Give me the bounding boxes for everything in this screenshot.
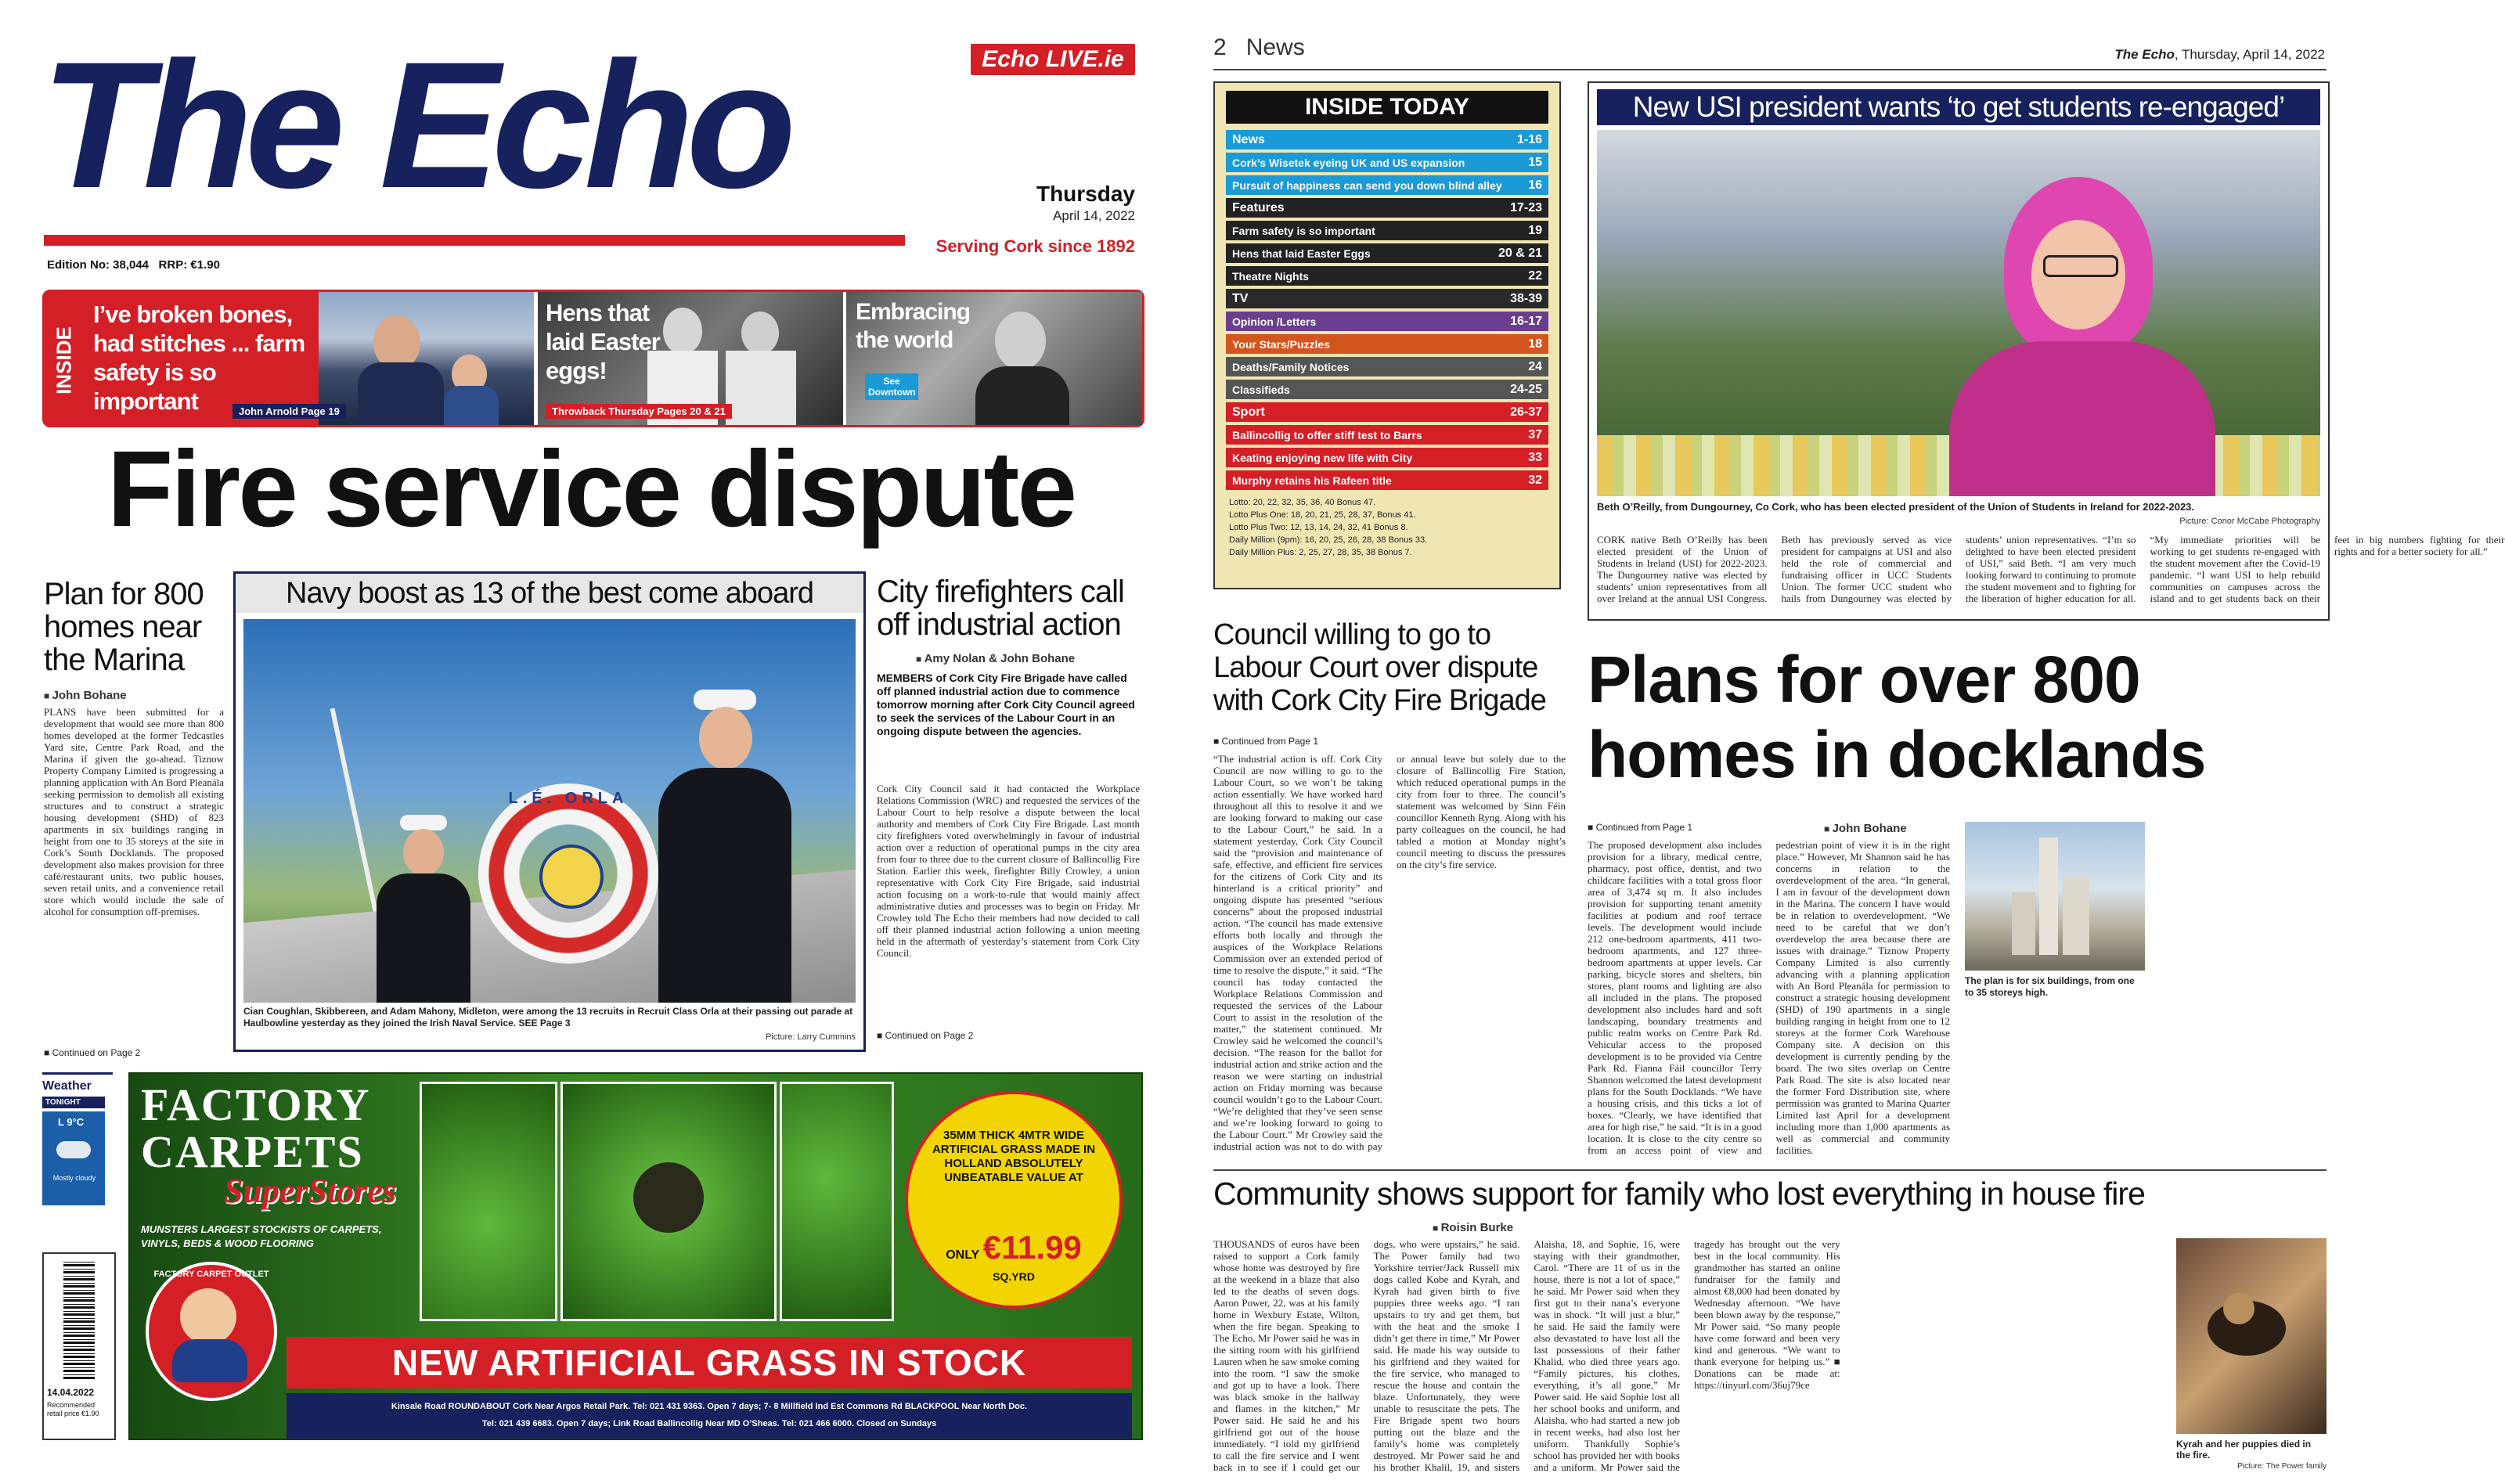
inside-today-item-page: 22	[1528, 268, 1542, 283]
inside-today-item[interactable]	[1226, 243, 1548, 265]
cloud-icon	[56, 1141, 91, 1158]
masthead-tagline: Serving Cork since 1892	[935, 236, 1135, 256]
inside-today-item-page: 17-23	[1510, 200, 1542, 214]
navy-caption: Cian Coughlan, Skibbereen, and Adam Mahony, Midleton, were among the 13 recruits in Recruit Class Orla at their passing out parade at Haulbowline yesterday as they joined the Irish Naval Service. SEE Page 3	[243, 1006, 853, 1028]
lotto-line: Daily Million Plus: 2, 25, 27, 28, 35, 38 Bonus 7.	[1229, 548, 1412, 557]
inside-today-item[interactable]	[1226, 425, 1548, 446]
docklands-byline: ■ John Bohane	[1824, 822, 1907, 835]
inside-today-item[interactable]	[1226, 380, 1548, 401]
lotto-line: Daily Million (9pm): 16, 20, 25, 26, 28, 38 Bonus 33.	[1229, 535, 1428, 545]
inside-today-item-page: 37	[1528, 427, 1542, 441]
inside-today-item-label: Sport	[1232, 405, 1265, 419]
inside-today-item-label: Classifieds	[1232, 383, 1290, 396]
inside-today-item-label: Farm safety is so important	[1232, 224, 1375, 237]
lotto-line: Lotto Plus Two: 12, 13, 14, 24, 32, 41 Bonus 8.	[1229, 523, 1408, 532]
inside-today-item[interactable]	[1226, 198, 1548, 219]
main-headline: Fire service dispute	[106, 429, 1076, 549]
teaser-downtown[interactable]: Embracing the world See Downtown	[846, 292, 1142, 425]
inside-today-item-page: 32	[1528, 473, 1542, 487]
inside-today-item-label: Pursuit of happiness can send you down blind alley	[1232, 178, 1502, 192]
barcode-box: 14.04.2022 Recommended retail price €1.90	[42, 1252, 116, 1440]
teaser-farm-photo	[319, 292, 534, 425]
teaser-easter-hens[interactable]: Hens that laid Easter eggs! Throwback Thursday Pages 20 & 21	[538, 292, 843, 425]
navy-photo	[243, 619, 856, 1001]
inside-today-item-label: News	[1232, 132, 1265, 146]
fire-headline: City firefighters call off industrial action	[877, 575, 1124, 642]
inside-today-item-page: 1-16	[1516, 132, 1542, 146]
folio-rule	[1213, 69, 2327, 70]
inside-today-item[interactable]	[1226, 470, 1548, 492]
docklands-headline: Plans for over 800 homes in docklands	[1588, 643, 2206, 791]
community-headline: Community shows support for family who lost everything in house fire	[1213, 1176, 2145, 1212]
usi-photo	[1597, 130, 2320, 496]
inside-today-box	[1213, 81, 1561, 589]
inside-today-item-label: Hens that laid Easter Eggs	[1232, 247, 1371, 260]
inside-today-title: INSIDE TODAY	[1226, 91, 1548, 124]
inside-today-item[interactable]	[1226, 448, 1548, 469]
marina-continued: ■ Continued on Page 2	[44, 1047, 140, 1058]
ad-mascot-badge: FACTORY CARPET OUTLET	[146, 1262, 277, 1401]
ad-banner: NEW ARTIFICIAL GRASS IN STOCK	[287, 1337, 1132, 1389]
inside-today-item[interactable]	[1226, 312, 1548, 333]
inside-today-item[interactable]	[1226, 266, 1548, 287]
navy-story	[233, 571, 866, 1052]
masthead-day: Thursday	[1036, 182, 1135, 206]
marina-byline: ■ John Bohane	[44, 689, 224, 702]
inside-today-item-page: 19	[1528, 223, 1542, 237]
community-rule	[1213, 1169, 2327, 1171]
factory-carpets-ad[interactable]	[128, 1072, 1143, 1440]
inside-today-item-page: 24	[1528, 359, 1542, 373]
docklands-photo-caption: The plan is for six buildings, from one to 35 storeys high.	[1965, 975, 2135, 998]
masthead-title: The Echo	[41, 24, 789, 225]
inside-today-item-label: Keating enjoying new life with City	[1232, 451, 1413, 464]
inside-today-item-page: 26-37	[1510, 405, 1542, 419]
sailor-right	[658, 690, 791, 1003]
inside-today-item-page: 15	[1528, 155, 1542, 169]
inside-today-item-page: 20 & 21	[1498, 246, 1542, 260]
inside-today-item-page: 38-39	[1510, 291, 1542, 305]
ad-logo: FACTORY CARPETS SuperStores MUNSTERS LARGEST STOCKISTS OF CARPETS, VINYLS, BEDS & WOOD FLOORING	[141, 1079, 397, 1249]
inside-today-item-page: 18	[1528, 337, 1542, 351]
inside-today-item-label: Murphy retains his Rafeen title	[1232, 474, 1392, 487]
lotto-line: Lotto Plus One: 18, 20, 21, 25, 28, 37, Bonus 41.	[1229, 510, 1416, 520]
inside-today-item[interactable]	[1226, 357, 1548, 378]
sailor-left	[377, 815, 470, 1003]
inside-today-item-label: Theatre Nights	[1232, 269, 1310, 283]
council-headline: Council willing to go to Labour Court over dispute with Cork City Fire Brigade	[1213, 618, 1546, 717]
usi-caption: Beth O’Reilly, from Dungourney, Co Cork, who has been elected president of the Union of Students in Ireland for 2022-2023.	[1597, 501, 2195, 513]
usi-body: CORK native Beth O’Reilly has been elected president of the Union of Students in Ireland (USI) for 2022-2023. The Dungourney native was elected by students’ union representatives from all over Ireland at the annual USI Congress. Beth has previously served as vice president for campaigns at USI and also held the role of commercial and fundraising officer in UCC Students Union. The former UCC student who hails from Dungourney was elected by students’ union representatives. “I’m so delighted to have been elected president of USI,” said Beth. “I am very much looking forward to continuing to promote the student movement and to fighting for the liberation of higher education for all. “My immediate priorities will be working to get students re-engaged with the student movement after the Covid-19 pandemic. “I want USI to help rebuild communities on campuses across the island and to get students back on their feet in big numbers fighting for their rights and for a better society for all.”	[1597, 534, 2505, 604]
council-body: “The industrial action is off. Cork City Council are now willing to go to the Labour Court, so we won’t be taking action essentially. We have worked hard throughout all this to resolve it and we are looking forward to making our case to the Labour Court,” he said. In a statement yesterday, Cork City Council said the “provision and maintenance of safe, effective, and efficient fire services for the citizens of Cork City and its hinterland is a critical priority” and ongoing dispute has presented “serious concerns” about the proposed industrial action. “The council has made extensive efforts both locally and through the auspices of the Workplace Relations Commission over an extended period of time to resolve the dispute,” it said. “The council has today contacted the Workplace Relations Commission and requested the services of the Labour Court to assist in the resolution of the matter,” the statement continued. Mr Crowley said he welcomed the council’s decision. “The reason for the ballot for industrial action and strike action and the reason we were starting on industrial action on Friday morning was because council wouldn’t go to the Labour Court. “We’re delighted that they’ve seen sense and we’re looking forward to going to the Labour Court.” Mr Crowley said the industrial action was not to do with pay or annual leave but solely due to the closure of Ballincollig Fire Station, which reduced operational pumps in the city from four to three. The council’s statement was welcomed by Sinn Féin councillor Kenneth Ryng. Along with his party colleagues on the council, he had tabled a motion at Monday night’s council meeting to discuss the pressures on the city’s fire service.	[1213, 753, 1566, 1152]
weather-box: Weather TONIGHT L 9°C Mostly cloudy	[42, 1072, 113, 1239]
usi-story	[1588, 81, 2505, 621]
inside-today-item[interactable]	[1226, 334, 1548, 355]
echolive-logo[interactable]: Echo LIVE.ie	[971, 44, 1135, 75]
fire-body: Cork City Council said it had contacted the Workplace Relations Commission (WRC) and requested the services of the Labour Court to help resolve a dispute between the local authority and members of Cork City Fire Brigade. Last month city firefighters voted overwhelmingly in favour of industrial action over a reduction of operational pumps in the city area from four to three due to the current closure of Ballincollig Fire Station. Earlier this week, firefighter Billy Crowley, a union representative with Cork City Fire Brigade, said industrial action focusing on a work-to-rule that would mainly affect administrative duties and processes was to begin on Friday. Mr Crowley told The Echo their members had now decided to call off their planned industrial action following a union meeting held in the aftermath of yesterday’s statement from Cork City Council.	[877, 783, 1140, 959]
puppies-credit: Picture: The Power family	[2237, 1462, 2327, 1471]
inside-today-item-label: TV	[1232, 291, 1249, 305]
folio-masthead: The Echo, Thursday, April 14, 2022	[2114, 47, 2325, 62]
inside-today-item-label: Your Stars/Puzzles	[1232, 337, 1331, 351]
marina-body: PLANS have been submitted for a development that would see more than 800 homes developed at the former Tedcastles Yard site, Centre Park Road, and the Marina if given the go-ahead. Tiznow Property Company Limited is progressing a planning application with An Bord Pleanála seeking permission to demolish all existing structures and to construct a strategic housing development (SHD) of 823 apartments in six buildings ranging in height from one to 35 storeys at the site in Cork’s South Docklands. The proposed development also makes provision for three café/restaurant units, two public houses, seven retail units, and a convenience retail store which would include the sale of alcohol for consumption off-premises.	[44, 706, 224, 917]
beth-portrait	[1949, 177, 2215, 496]
front-page	[0, 0, 1174, 1484]
puppies-caption: Kyrah and her puppies died in the fire.	[2176, 1439, 2312, 1461]
council-continued-from: ■ Continued from Page 1	[1213, 736, 1318, 747]
docklands-body: The proposed development also includes provision for a library, medical centre, pharmacy, post office, dentist, and two childcare facilities with a total gross floor area of 3,474 sq m. It also includes provision for supporting tenant amenity facilities at podium and roof terrace levels. The development would include 212 one-bedroom apartments, 411 two-bedroom apartments, and 127 three-bedroom apartments at upper levels. Car parking, bicycle stores and shelters, bin stores, plant rooms and lighting are also all included in the plans. The proposed development also includes hard and soft landscaping, boundary treatments and public realm works on Centre Park Rd. Vehicular access to the proposed development is to be provided via Centre Park Rd. Fianna Fáil councillor Terry Shannon welcomed the latest development plans for the South Docklands. “We have a housing crisis, and this ticks a lot of boxes. “Clearly, we have identified that area for high rise,” he said. “It is in a good location. It is close to the city centre so from an access point of view and pedestrian point of view it is in the right place.” However, Mr Shannon said he has concerns in relation to the overdevelopment of the area. “In general, I am in favour of the development down in the Marina. The concern I have would be in relation to overdevelopment. “We need to be careful that we don’t overdevelop the area because there are issues with drainage.” Tiznow Property Company Limited is also currently advancing with a planning application with An Bord Pleanála for permission to construct a strategic housing development (SHD) of 190 apartments in a single building ranging in height from one to 12 storeys at the former Cork Warehouse Company site. A decision on this development is currently pending by the board. The two sites overlap on Centre Park Road. The site is also located near the former Ford Distribution site, where permission was granted to Marina Quarter Limited last April for a development including more than 1,000 apartments as well as commercial and community facilities.	[1588, 839, 1950, 1156]
usi-credit: Picture: Conor McCabe Photography	[2179, 517, 2320, 526]
inside-today-item-page: 24-25	[1510, 382, 1542, 396]
grass-photo-2	[560, 1082, 777, 1321]
inside-today-item-page: 16	[1528, 178, 1542, 192]
inside-today-item[interactable]	[1226, 289, 1548, 310]
masthead-rule	[44, 235, 905, 246]
fire-byline: ■ Amy Nolan & John Bohane	[916, 652, 1143, 665]
usi-headline: New USI president wants ‘to get students re-engaged’	[1597, 89, 2320, 125]
navy-credit: Picture: Larry Cummins	[766, 1032, 856, 1042]
community-body: THOUSANDS of euros have been raised to support a Cork family whose home was destroyed by fire at the weekend in a blaze that also led to the deaths of seven dogs. Aaron Power, 22, was at his family home in Wexbury Estate, Wilton, when the fire began. Speaking to The Echo, Mr Power said he was in the sitting room with his girlfriend Lauren when he saw smoke coming into the room. “I saw the smoke and got up to have a look. There was black smoke in the hallway and flames in the kitchen,” Mr Power said. He said he and his girlfriend got out of the house immediately. “I told my girlfriend to call the fire service and I went back in to see if I could get our dogs, who were upstairs,” he said. The Power family had two Yorkshire terrier/Jack Russell mix dogs called Kobe and Kyrah, and Kyrah had given birth to five puppies three weeks ago. “I ran upstairs to try and get them, but with the heat and the smoke I didn’t get there in time,” Mr Power said. He made his way outside to his girlfriend and they waited for the fire service, who managed to rescue the house and contain the blaze. Unfortunately, they were unable to resuscitate the pets. The Fire Brigade spent two hours putting out the blaze and the family’s home was completely destroyed. Mr Power said he and his brother Khalil, 19, and sisters Alaisha, 18, and Sophie, 16, were staying with their grandmother, Carol. “There are 11 of us in the house, there is not a lot of space,” he said. Mr Power said when they first got to their nana’s everyone was in shock. “It will just a blur,” he said. He said the family were also devastated to have lost all the last possessions of their father Khalid, who died three years ago. “Family pictures, his clothes, everything, it’s all gone,” Mr Power said. He said Sophie lost all her school books and uniform, and Alaisha, who had started a new job in recent weeks, had also lost her uniform. Thankfully Sophie’s school has provided her with books and a uniform. Mr Power said the tragedy has brought out the very best in the local community. His grandmother has started an online fundraiser for the family and almost €8,000 had been donated by Wednesday afternoon. “We have been blown away by the response,” Mr Power said. “So many people have come forward and been very kind and generous. “We want to thank everyone for helping us.” ■ Donations can be made at: https://tinyurl.com/36uj79ce	[1213, 1238, 1840, 1473]
marina-headline: Plan for 800 homes near the Marina	[44, 577, 204, 677]
puppies-photo	[2176, 1238, 2327, 1434]
inside-today-item[interactable]	[1226, 130, 1548, 151]
ad-address: Kinsale Road ROUNDABOUT Cork Near Argos Retail Park. Tel: 021 431 9363. Open 7 days; 7- 8 Millfield Ind Est Commons Rd BLACKPOOL Near North Doc. Tel: 021 439 6683. Open 7 days; Link Road Ballincollig Near MD O’Sheas. Tel: 021 466 6000. Closed on Sundays	[287, 1393, 1132, 1439]
edition-number: Edition No: 38,044 RRP: €1.90	[47, 258, 220, 272]
inside-today-item-label: Opinion /Letters	[1232, 315, 1317, 328]
inside-today-item-label: Deaths/Family Notices	[1232, 360, 1350, 373]
grass-photo-3	[780, 1082, 894, 1321]
fire-lead: MEMBERS of Cork City Fire Brigade have called off planned industrial action due to commence tomorrow morning after Cork City Council agreed to seek the services of the Labour Court in an ongoing dispute between the agencies.	[877, 672, 1135, 737]
inside-today-item-page: 16-17	[1510, 314, 1542, 328]
inside-today-item[interactable]	[1226, 221, 1548, 242]
lotto-line: Lotto: 20, 22, 32, 35, 36, 40 Bonus 47.	[1229, 498, 1376, 507]
inside-label: INSIDE	[45, 292, 84, 425]
inside-page	[1198, 0, 2505, 1484]
barcode	[63, 1262, 95, 1379]
inside-today-item-label: Features	[1232, 200, 1285, 214]
lotto-results	[1229, 496, 1550, 559]
community-byline: ■ Roisin Burke	[1433, 1221, 1513, 1234]
docklands-continued-from: ■ Continued from Page 1	[1588, 822, 1692, 833]
inside-today-item-label: Cork’s Wisetek eyeing UK and US expansion	[1232, 156, 1465, 169]
grass-photo-1	[420, 1082, 557, 1321]
price-burst: 35MM THICK 4MTR WIDE ARTIFICIAL GRASS MADE IN HOLLAND ABSOLUTELY UNBEATABLE VALUE AT ONLY €11.99 SQ.YRD	[905, 1091, 1123, 1309]
inside-strip	[42, 290, 1144, 427]
inside-today-item-label: Ballincollig to offer stiff test to Barrs	[1232, 428, 1422, 441]
inside-today-item[interactable]	[1226, 402, 1548, 423]
fire-continued: ■ Continued on Page 2	[877, 1030, 973, 1041]
life-ring: L.É. ORLA	[478, 783, 658, 964]
masthead-date: April 14, 2022	[1053, 208, 1135, 223]
navy-headline: Navy boost as 13 of the best come aboard	[236, 574, 863, 613]
inside-today-item[interactable]	[1226, 153, 1548, 174]
page-folio: 2 News	[1213, 34, 1305, 60]
teaser-farm-safety[interactable]: I’ve broken bones, had stitches ... farm safety is so important John Arnold Page 19	[84, 292, 534, 425]
inside-today-item[interactable]	[1226, 175, 1548, 196]
inside-today-item-page: 33	[1528, 450, 1542, 464]
